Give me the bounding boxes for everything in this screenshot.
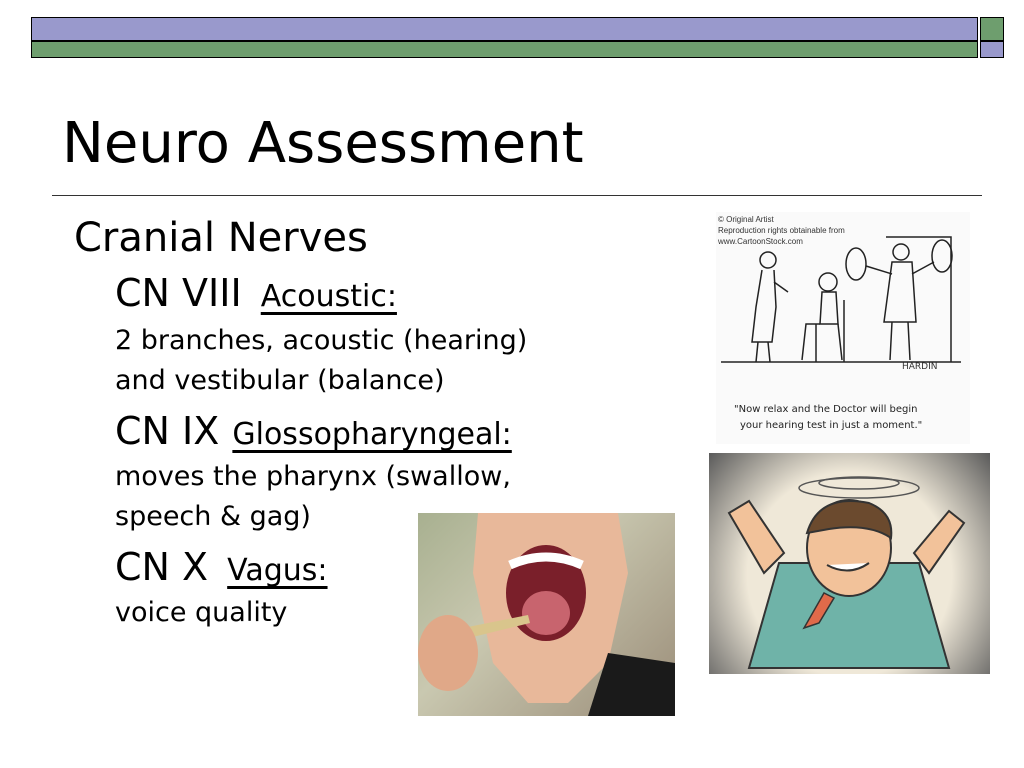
cn8-desc-line1: 2 branches, acoustic (hearing) [115, 325, 528, 356]
cn8-desc-line2: and vestibular (balance) [115, 365, 445, 396]
cn10-name: Vagus: [227, 553, 328, 588]
section-heading: Cranial Nerves [74, 215, 368, 261]
cn9-desc-line1: moves the pharynx (swallow, [115, 461, 511, 492]
header-square-blue [980, 41, 1004, 58]
throat-exam-photo [418, 513, 675, 716]
slide-title: Neuro Assessment [62, 111, 584, 176]
dizzy-man-cartoon [709, 453, 990, 674]
header-bar-green [31, 41, 978, 58]
dizzy-man-illustration [709, 453, 990, 674]
title-divider [52, 195, 982, 196]
cartoon-signature: HARDIN [902, 362, 938, 372]
cartoon-credit-line2: Reproduction rights obtainable from [718, 226, 845, 235]
header-square-green [980, 17, 1004, 41]
cn8-number: CN VIII [115, 271, 242, 315]
cartoon-credit-line3: www.CartoonStock.com [718, 237, 803, 246]
cn8-row [115, 270, 397, 316]
cartoon-caption-line1: "Now relax and the Doctor will begin [734, 404, 918, 415]
cn9-name: Glossopharyngeal: [232, 417, 512, 452]
cn9-number: CN IX [115, 409, 220, 453]
throat-exam-illustration [418, 513, 675, 716]
hearing-test-cartoon [716, 212, 970, 444]
cn9-row [115, 408, 512, 454]
cn10-number: CN X [115, 545, 209, 589]
cn9-desc-line2: speech & gag) [115, 501, 311, 532]
header-bar-blue [31, 17, 978, 41]
cn8-name: Acoustic: [260, 279, 397, 314]
cn10-desc-line1: voice quality [115, 597, 288, 628]
cartoon-credit-line1: © Original Artist [718, 215, 774, 224]
cartoon-caption-line2: your hearing test in just a moment." [740, 420, 923, 431]
cn10-row [115, 544, 328, 590]
